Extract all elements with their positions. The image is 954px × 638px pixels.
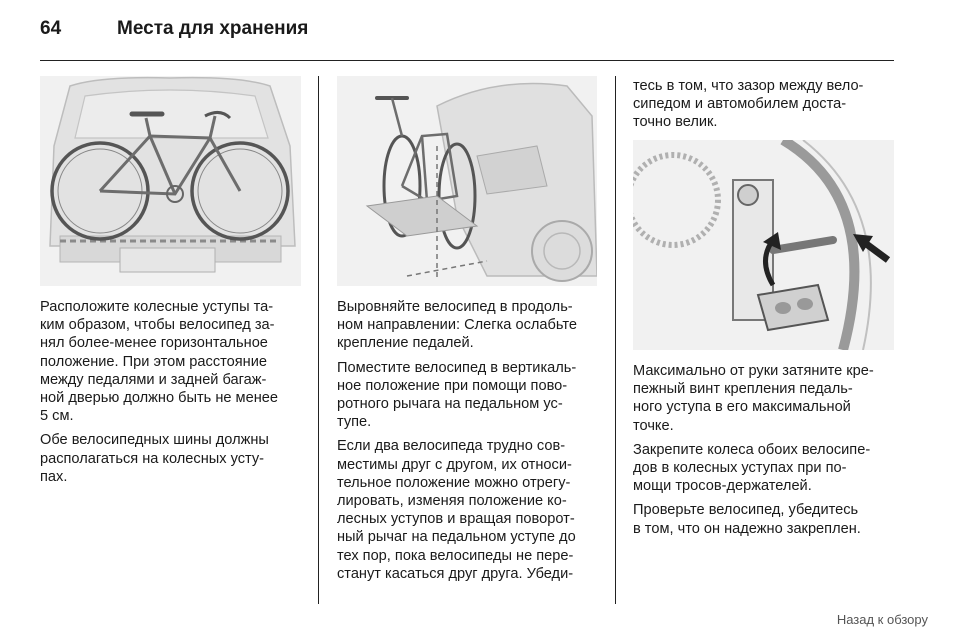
column-divider: [318, 76, 319, 604]
pedal-holder-closeup-illustration: [633, 140, 894, 350]
section-title: Места для хранения: [117, 18, 309, 39]
col2-paragraph-3: Если два велосипеда трудно сов- местимы друг с другом, их относи- тельное положение можно отрегу- лировать, изменяя положение ко- лесных уступов и вращая поворот- ный рычаг на педальном уступе до тех пор, пока велосипеды не пере- станут касаться друг друга. Убеди-: [337, 438, 576, 582]
bike-side-view-drawing: [337, 76, 597, 286]
col3-continued-paragraph: тесь в том, что зазор между вело- сипедом и автомобилем доста- точно велик.: [633, 78, 864, 131]
col2-paragraph-2: Поместите велосипед в вертикаль- ное положение при помощи пово- ротного рычага на педальном ус- тупе.: [337, 359, 577, 431]
col1-paragraph-1: Расположите колесные уступы та- ким образом, чтобы велосипед за- нял более-менее горизонтальное положение. При этом расстояние между педалями и задней багаж- ной дверью должно быть не менее 5 см.: [40, 299, 279, 425]
col3-paragraph-1: Максимально от руки затяните кре- пежный винт крепления педаль- ного уступа в его максимальной точке.: [633, 363, 874, 434]
column-3-text: [633, 362, 903, 544]
header-rule: [40, 60, 894, 61]
col1-paragraph-2: Обе велосипедных шины должны располагаться на колесных усту- пах.: [40, 432, 269, 485]
col3-paragraph-3: Проверьте велосипед, убедитесь в том, что он надежно закреплен.: [633, 502, 861, 537]
bike-rear-view-drawing: [40, 76, 301, 286]
pedal-holder-closeup-drawing: [633, 140, 894, 350]
back-to-overview-link[interactable]: Назад к обзору: [836, 612, 928, 627]
column-2-text: [337, 298, 609, 589]
bike-side-view-illustration: [337, 76, 597, 286]
column-3-top-text: [633, 77, 903, 138]
column-divider: [615, 76, 616, 604]
page-header: [40, 18, 894, 48]
page-number: 64: [40, 18, 62, 39]
col3-paragraph-2: Закрепите колеса обоих велосипе- дов в колесных уступах при по- мощи тросов-держателей.: [633, 441, 871, 495]
column-1-text: [40, 298, 310, 492]
bike-rear-view-illustration: [40, 76, 301, 286]
col2-paragraph-1: Выровняйте велосипед в продоль- ном направлении: Слегка ослабьте крепление педалей.: [337, 299, 577, 352]
